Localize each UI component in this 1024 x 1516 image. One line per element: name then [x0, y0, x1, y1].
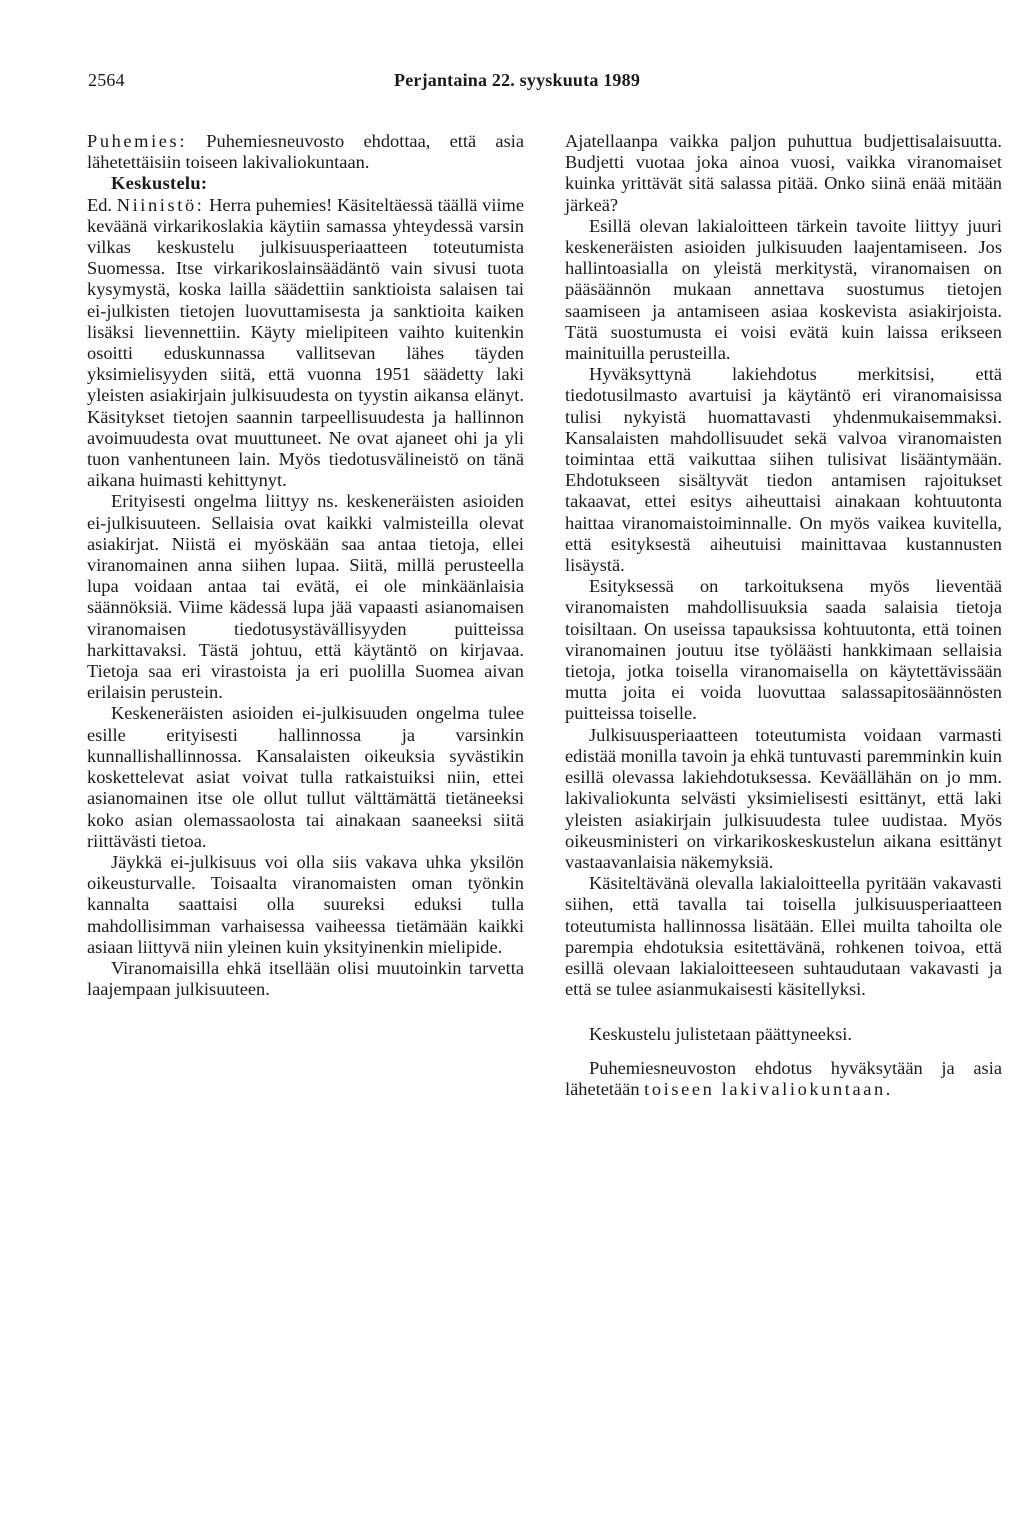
- page-header: [88, 68, 938, 92]
- discussion-closed: Keskustelu julistetaan päättyneeksi.: [589, 1024, 853, 1045]
- running-header-date: Perjantaina 22. syyskuuta 1989: [394, 70, 641, 90]
- speech-paragraph: Hyväksyttynä lakiehdotus merkitsisi, että tiedotusilmasto avartuisi ja käytäntö eri viranomaisissa tulisi nykyistä huomattavasti yhdenmukaisemmaksi. Kansalaisten mahdollisuudet sekä valvoa viranomaisten toimintaa että vaikuttaa siihen tulisivat lisääntymään. Ehdotukseen sisältyvät tiedon antamisen rajoitukset takaavat, ettei esitys aiheuttaisi ainakaan kohtuutonta haittaa viranomaistoiminnalle. On myös vaikea kuvitella, että esityksestä aiheutuisi mainittavaa kustannusten lisäystä.: [565, 364, 1002, 576]
- speech-paragraph: Esillä olevan lakialoitteen tärkein tavoite liittyy juuri keskeneräisten asioiden julkisuuden laajentamiseen. Jos hallintoasialla on yleistä merkitystä, viranomaisen on pääsäännön mukaan annettava suostumus tietojen saamiseen ja antamiseen asiaa koskevista asiakirjoista. Tätä suostumusta ei voisi evätä kuin laissa erikseen mainituilla perusteilla.: [565, 215, 1002, 364]
- speech-paragraph: Esityksessä on tarkoituksena myös lieventää viranomaisten mahdollisuuksia saada salaisia tietoja toisiltaan. On useissa tapauksissa kohtuutonta, että toinen viranomainen joutuu itse työläästi hankkimaan sellaisia tietoja, jotka toisella viranomaisella on käytettävissään mutta joita ei voida luovuttaa salassapitosäännösten puitteissa toiselle.: [565, 576, 1002, 724]
- speech-paragraph: Jäykkä ei-julkisuus voi olla siis vakava uhka yksilön oikeusturvalle. Toisaalta viranomaisten oman työnkin kannalta saattaisi olla suureksi eduksi tulla mahdollisimman varhaisessa vaiheessa tietämään kaikki asiaan liittyvä niin yleinen kuin yksityinenkin mielipide.: [87, 851, 524, 957]
- speech-paragraph: [87, 195, 524, 492]
- page-number: 2564: [88, 70, 125, 90]
- speech-paragraph: Ajatellaanpa vaikka paljon puhuttua budjettisalaisuutta. Budjetti vuotaa joka ainoa vuosi, vaikka viranomaiset kuinka yrittävät sitä salassa pitää. Onko siinä enää mitään järkeä?: [565, 131, 1002, 215]
- speaker-prefix: Ed.: [87, 194, 117, 215]
- chair-speaker: Puhemies:: [87, 131, 188, 151]
- chair-statement: [87, 131, 524, 173]
- speech-paragraph: Viranomaisilla ehkä itsellään olisi muutoinkin tarvetta laajempaan julkisuuteen.: [87, 957, 524, 1000]
- right-column: [565, 131, 1002, 1100]
- speech-paragraph: Keskeneräisten asioiden ei-julkisuuden ongelma tulee esille erityisesti hallinnossa ja varsinkin kunnallishallinnossa. Kansalaisten oikeuksia syvästikin koskettelevat asiat voivat tulla ratkaistuiksi niin, ettei asianomainen itse ole ollut tullut välttämättä tietäneeksi koko asian olemassaolosta tai ainakaan saaneeksi siitä riittävästi tietoa.: [87, 703, 524, 851]
- chair-text: Puhemiesneuvosto ehdottaa, että asia lähetettäisiin toiseen lakivaliokuntaan.: [87, 131, 524, 173]
- left-column: [87, 131, 524, 1000]
- speech-paragraph: Käsiteltävänä olevalla lakialoitteella pyritään vakavasti siihen, että tavalla tai toisella julkisuusperiaatteen toteutumista hallinnossa lisätään. Ellei muilta tahoilta ole parempia ehdotuksia esitettävänä, rohkenen toivoa, että esillä olevaan lakialoitteeseen suhtaudutaan vakavasti ja että se tulee asianmukaisesti käsitellyksi.: [565, 873, 1002, 1000]
- speech-paragraph: Julkisuusperiaatteen toteutumista voidaan varmasti edistää monilla tavoin ja ehkä tuntuvasti paremminkin kuin esillä olevassa lakiehdotuksessa. Keväällähän on jo mm. lakivaliokunta selvästi yksimielisesti esittänyt, että laki yleisten asiakirjain julkisuudesta tulee uudistaa. Myös oikeusministeri on virkarikoskeskustelun aikana esittänyt vastaavanlaisia näkemyksiä.: [565, 724, 1002, 872]
- speech-opening: Herra puhemies! Käsiteltäessä täällä viime keväänä virkarikoslakia käytiin samassa yhteydessä varsin vilkas keskustelu julkisuusperiaatteen toteutumista Suomessa. Itse virkarikoslainsäädäntö vain sivusi tuota kysymystä, koska lailla säädettiin sanktioista salaisen tai ei-julkisten tietojen luovuttamisesta ja sanktioita kaiken lisäksi lievennettiin. Käyty mielipiteen vaihto kuitenkin osoitti eduskunnassa vallitsevan lähes täyden yksimielisyyden siitä, että vuonna 1951 säädetty laki yleisten asiakirjain julkisuudesta on tyystin aikansa elänyt. Käsitykset tietojen saannin tarpeellisuudesta ja hallinnon avoimuudesta ovat muuttuneet. Ne ovat ajaneet ohi ja yli tuon vanhentuneen lain. Myös tiedotusvälineistö on tänä aikana huimasti kehittynyt.: [87, 194, 525, 491]
- decision-text: Puhemiesneuvoston ehdotus hyväksytään ja asia lähetetään: [565, 1057, 1002, 1099]
- decision-committee: toiseen lakivaliokuntaan.: [644, 1078, 893, 1099]
- speech-paragraph: Erityisesti ongelma liittyy ns. keskeneräisten asioiden ei-julkisuuteen. Sellaisia ovat kaikki valmisteilla olevat asiakirjat. Niistä ei myöskään saa antaa tietoja, ellei viranomainen anna siihen lupaa. Siitä, millä perusteella lupa voidaan antaa tai evätä, ei ole minkäänlaisia säännöksiä. Viime kädessä lupa jää vapaasti asianomaisen viranomaisen tiedotusystävällisyyden puitteissa harkittavaksi. Tästä johtuu, että käytäntö on kirjavaa. Tietoja saa eri virastoista ja eri puolilla Suomea aivan erilaisin perustein.: [87, 491, 524, 703]
- section-heading: Keskustelu:: [111, 173, 208, 194]
- decision-statement: [565, 1058, 1002, 1100]
- speaker-name: Niinistö:: [116, 194, 205, 215]
